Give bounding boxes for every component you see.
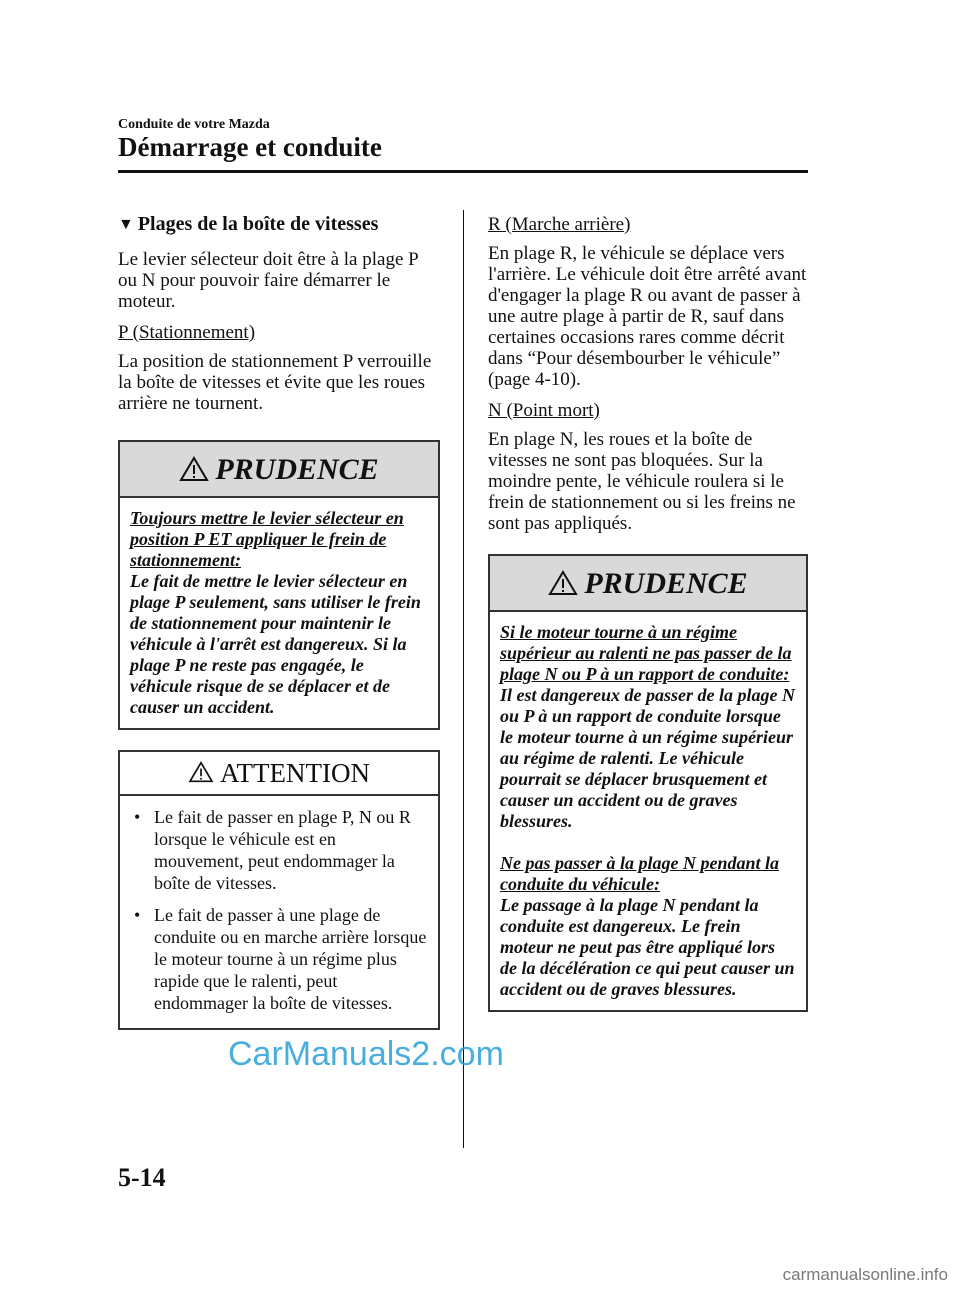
attention-label: ATTENTION bbox=[220, 757, 370, 788]
warning-icon bbox=[188, 761, 214, 785]
prudence-header bbox=[490, 556, 806, 612]
prudence-label: PRUDENCE bbox=[584, 566, 748, 600]
attention-list bbox=[124, 804, 428, 1028]
attention-header bbox=[120, 752, 438, 796]
column-divider bbox=[463, 210, 464, 1148]
prudence-box-neutral bbox=[488, 554, 808, 1012]
chapter-label: Conduite de votre Mazda bbox=[118, 117, 270, 132]
section-heading bbox=[118, 214, 440, 235]
warning-icon bbox=[548, 570, 578, 597]
prudence-header bbox=[120, 442, 438, 498]
prudence-box-park bbox=[118, 440, 440, 730]
prudence-lead: Toujours mettre le levier sélecteur en position P ET appliquer le frein de stationnement: bbox=[130, 508, 404, 570]
prudence-text: Le passage à la plage N pendant la conduite est dangereux. Le frein moteur ne peut pas être appliqué lors de la décélération ce qui peut causer un accident ou de graves blessures. bbox=[500, 895, 795, 999]
page-title: Démarrage et conduite bbox=[118, 132, 382, 162]
park-paragraph: La position de stationnement P verrouille la boîte de vitesses et évite que les roues arrière ne tournent. bbox=[118, 351, 432, 414]
subheading-reverse: R (Marche arrière) bbox=[488, 214, 631, 235]
left-column bbox=[118, 214, 440, 1030]
list-item: • Le fait de passer en plage P, N ou R lorsque le véhicule est en mouvement, peut endommager la boîte de vitesses. bbox=[132, 806, 428, 894]
attention-box bbox=[118, 750, 440, 1030]
reverse-paragraph: En plage R, le véhicule se déplace vers l'arrière. Le véhicule doit être arrêté avant d'engager la plage R ou avant de passer à une autre plage à partir de R, sauf dans certaines occasions rares comme décrit dans “Pour désembourber le véhicule” (page 4-10). bbox=[488, 243, 807, 390]
subheading-neutral: N (Point mort) bbox=[488, 400, 600, 421]
prudence-text: Le fait de mettre le levier sélecteur en plage P seulement, sans utiliser le frein de stationnement pour maintenir le véhicule à l'arrêt est dangereux. Si la plage P ne reste pas engagée, le véhicule risque de se déplacer et de causer un accident. bbox=[130, 571, 421, 717]
header-rule bbox=[118, 170, 808, 173]
right-column bbox=[488, 214, 808, 1012]
warning-icon bbox=[179, 456, 209, 483]
attention-body bbox=[120, 796, 438, 1028]
list-item: • Le fait de passer à une plage de conduite ou en marche arrière lorsque le moteur tourne à un régime plus rapide que le ralenti, peut endommager la boîte de vitesses. bbox=[132, 904, 428, 1014]
prudence-lead: Ne pas passer à la plage N pendant la conduite du véhicule: bbox=[500, 853, 779, 894]
page-number: 5-14 bbox=[118, 1163, 166, 1192]
intro-paragraph: Le levier sélecteur doit être à la plage P ou N pour pouvoir faire démarrer le moteur. bbox=[118, 249, 418, 312]
neutral-paragraph: En plage N, les roues et la boîte de vitesses ne sont pas bloquées. Sur la moindre pente, le véhicule roulera si le frein de stationnement ou si les freins ne sont pas appliqués. bbox=[488, 429, 796, 534]
prudence-lead: Si le moteur tourne à un régime supérieur au ralenti ne pas passer de la plage N ou P à un rapport de conduite: bbox=[500, 622, 792, 684]
prudence-body bbox=[120, 498, 438, 728]
watermark-logo: CarManuals2.com bbox=[228, 1035, 504, 1073]
subheading-park: P (Stationnement) bbox=[118, 322, 256, 343]
footer-site: carmanualsonline.info bbox=[782, 1265, 948, 1284]
section-heading-text: Plages de la boîte de vitesses bbox=[137, 213, 379, 235]
prudence-text: Il est dangereux de passer de la plage N ou P à un rapport de conduite lorsque le moteur tourne à un régime supérieur au régime de ralenti. Le véhicule pourrait se déplacer brusquement et causer un accident ou de graves blessures. bbox=[500, 685, 795, 831]
prudence-body bbox=[490, 612, 806, 1010]
triangle-down-icon: ▼ bbox=[118, 216, 134, 233]
prudence-label: PRUDENCE bbox=[215, 452, 379, 486]
